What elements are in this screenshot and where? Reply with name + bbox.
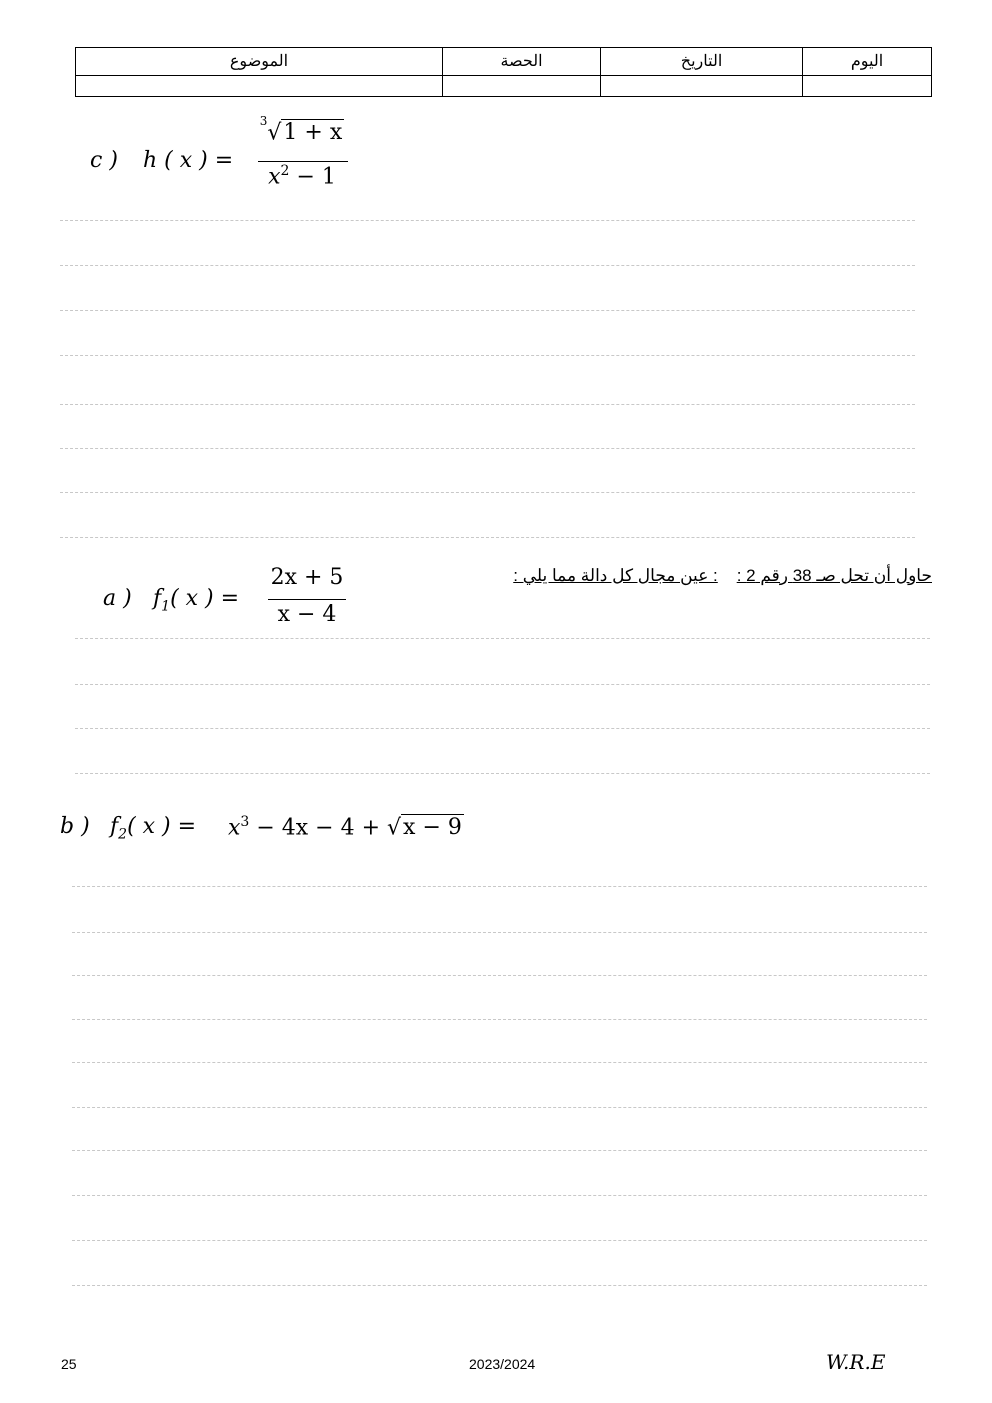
instruction-part2: : عين مجال كل دالة مما يلي : [513, 566, 718, 585]
exercise-a-numerator: 2x + 5 [270, 565, 344, 590]
exercise-b-function [110, 814, 196, 842]
header-subject-value[interactable] [76, 75, 443, 96]
den-rest: − 1 [289, 164, 336, 190]
expr-rest: − 4x − 4 + [249, 815, 388, 841]
answer-line[interactable] [60, 220, 915, 221]
answer-line[interactable] [60, 537, 915, 538]
instruction-part1: حاول أن تحل صـ 38 رقم 2 : [736, 566, 932, 585]
function-subscript: 2 [118, 826, 128, 843]
header-day: اليوم [803, 48, 932, 76]
header-date: التاريخ [601, 48, 803, 76]
header-session: الحصة [443, 48, 601, 76]
answer-line[interactable] [60, 310, 915, 311]
radicand: x − 9 [403, 815, 462, 841]
answer-line[interactable] [72, 1150, 927, 1151]
answer-line[interactable] [75, 773, 930, 774]
answer-line[interactable] [72, 1240, 927, 1241]
function-subscript: 1 [161, 598, 171, 615]
answer-line[interactable] [72, 932, 927, 933]
exercise-c-numerator [256, 114, 348, 146]
answer-line[interactable] [72, 886, 927, 887]
answer-line[interactable] [60, 355, 915, 356]
header-date-value[interactable] [601, 75, 803, 96]
header-subject: الموضوع [76, 48, 443, 76]
function-f: f [153, 586, 162, 611]
answer-line[interactable] [72, 1019, 927, 1020]
radical-sign: √ [267, 120, 282, 146]
answer-line[interactable] [72, 1062, 927, 1063]
page-number: 25 [61, 1356, 77, 1372]
exercise-c-function: h ( x ) = [143, 148, 234, 173]
exercise-c-denominator [256, 163, 348, 189]
function-f: f [110, 814, 119, 839]
den-exponent: 2 [280, 163, 290, 179]
den-x: x [268, 164, 281, 190]
exercise-b-expression [228, 814, 464, 840]
signature: W.R.E [826, 1350, 886, 1374]
school-year: 2023/2024 [469, 1356, 536, 1372]
answer-line[interactable] [72, 1107, 927, 1108]
function-args: ( x ) = [127, 814, 197, 839]
radicand: 1 + x [283, 120, 343, 146]
fraction-bar [258, 161, 348, 162]
answer-line[interactable] [72, 1195, 927, 1196]
exercise-a-denominator: x − 4 [277, 602, 337, 627]
exercise-c-label: c ) [90, 148, 118, 173]
exercise-a-label: a ) [103, 586, 132, 611]
header-session-value[interactable] [443, 75, 601, 96]
answer-line[interactable] [75, 684, 930, 685]
expr-x: x [228, 815, 241, 841]
answer-line[interactable] [60, 492, 915, 493]
instruction [513, 566, 932, 586]
exercise-a-function [153, 586, 239, 614]
answer-line[interactable] [75, 638, 930, 639]
answer-line[interactable] [72, 975, 927, 976]
expr-exponent: 3 [240, 814, 250, 830]
header-table [75, 47, 932, 97]
answer-line[interactable] [75, 728, 930, 729]
answer-line[interactable] [60, 448, 915, 449]
answer-line[interactable] [60, 404, 915, 405]
exercise-b-label: b ) [60, 814, 90, 839]
answer-line[interactable] [60, 265, 915, 266]
header-day-value[interactable] [803, 75, 932, 96]
answer-line[interactable] [72, 1285, 927, 1286]
radical-sign: √ [387, 815, 402, 841]
fraction-bar [268, 599, 346, 600]
root-index: 3 [259, 114, 268, 128]
function-args: ( x ) = [170, 586, 240, 611]
